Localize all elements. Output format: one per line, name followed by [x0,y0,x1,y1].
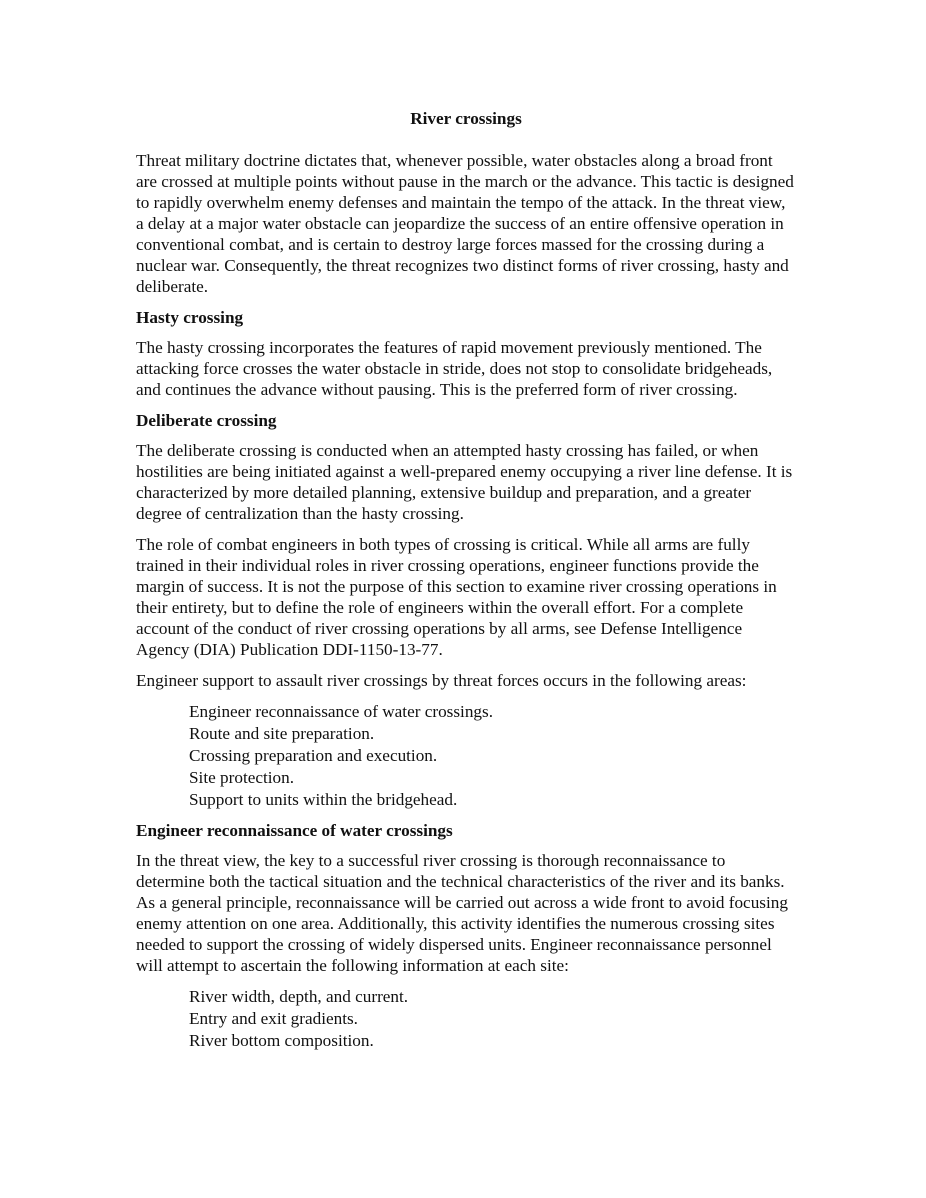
engineer-support-list [189,701,796,811]
list-item: Engineer reconnaissance of water crossings. [189,702,494,721]
document-page [136,108,796,1061]
recon-paragraph: In the threat view, the key to a successful river crossing is thorough reconnaissance to determine both the tactical situation and the technical characteristics of the river and its banks. As a general principle, reconnaissance will be carried out across a wide front to avoid focusing enemy attention on one area. Additionally, this activity identifies the numerous crossing sites needed to support the crossing of widely dispersed units. Engineer reconnaissance personnel will attempt to ascertain the following information at each site: [136,851,788,975]
recon-heading: Engineer reconnaissance of water crossings [136,821,453,840]
page-title: River crossings [410,109,522,128]
list-item: Support to units within the bridgehead. [189,790,458,809]
intro-paragraph: Threat military doctrine dictates that, whenever possible, water obstacles along a broad front are crossed at multiple points without pause in the march or the advance. This tactic is designed to rapidly overwhelm enemy defenses and maintain the tempo of the attack. In the threat view, a delay at a major water obstacle can jeopardize the success of an entire offensive operation in conventional combat, and is certain to destroy large forces massed for the crossing during a nuclear war. Consequently, the threat recognizes two distinct forms of river crossing, hasty and deliberate. [136,151,794,296]
deliberate-crossing-heading: Deliberate crossing [136,411,277,430]
recon-info-list [189,986,796,1052]
deliberate-crossing-paragraph: The deliberate crossing is conducted when an attempted hasty crossing has failed, or when hostilities are being initiated against a well-prepared enemy occupying a river line defense. It is characterized by more detailed planning, extensive buildup and preparation, and a greater degree of centralization than the hasty crossing. [136,441,793,523]
engineer-support-paragraph: Engineer support to assault river crossings by threat forces occurs in the following areas: [136,671,747,690]
hasty-crossing-heading: Hasty crossing [136,308,244,327]
list-item: River bottom composition. [189,1031,374,1050]
engineer-role-paragraph: The role of combat engineers in both types of crossing is critical. While all arms are fully trained in their individual roles in river crossing operations, engineer functions provide the margin of success. It is not the purpose of this section to examine river crossing operations in their entirety, but to define the role of engineers within the overall effort. For a complete account of the conduct of river crossing operations by all arms, see Defense Intelligence Agency (DIA) Publication DDI-1150-13-77. [136,535,777,659]
list-item: Site protection. [189,768,295,787]
list-item: Crossing preparation and execution. [189,746,438,765]
list-item: River width, depth, and current. [189,987,409,1006]
list-item: Entry and exit gradients. [189,1009,358,1028]
hasty-crossing-paragraph: The hasty crossing incorporates the features of rapid movement previously mentioned. The attacking force crosses the water obstacle in stride, does not stop to consolidate bridgeheads, and continues the advance without pausing. This is the preferred form of river crossing. [136,338,773,399]
list-item: Route and site preparation. [189,724,375,743]
